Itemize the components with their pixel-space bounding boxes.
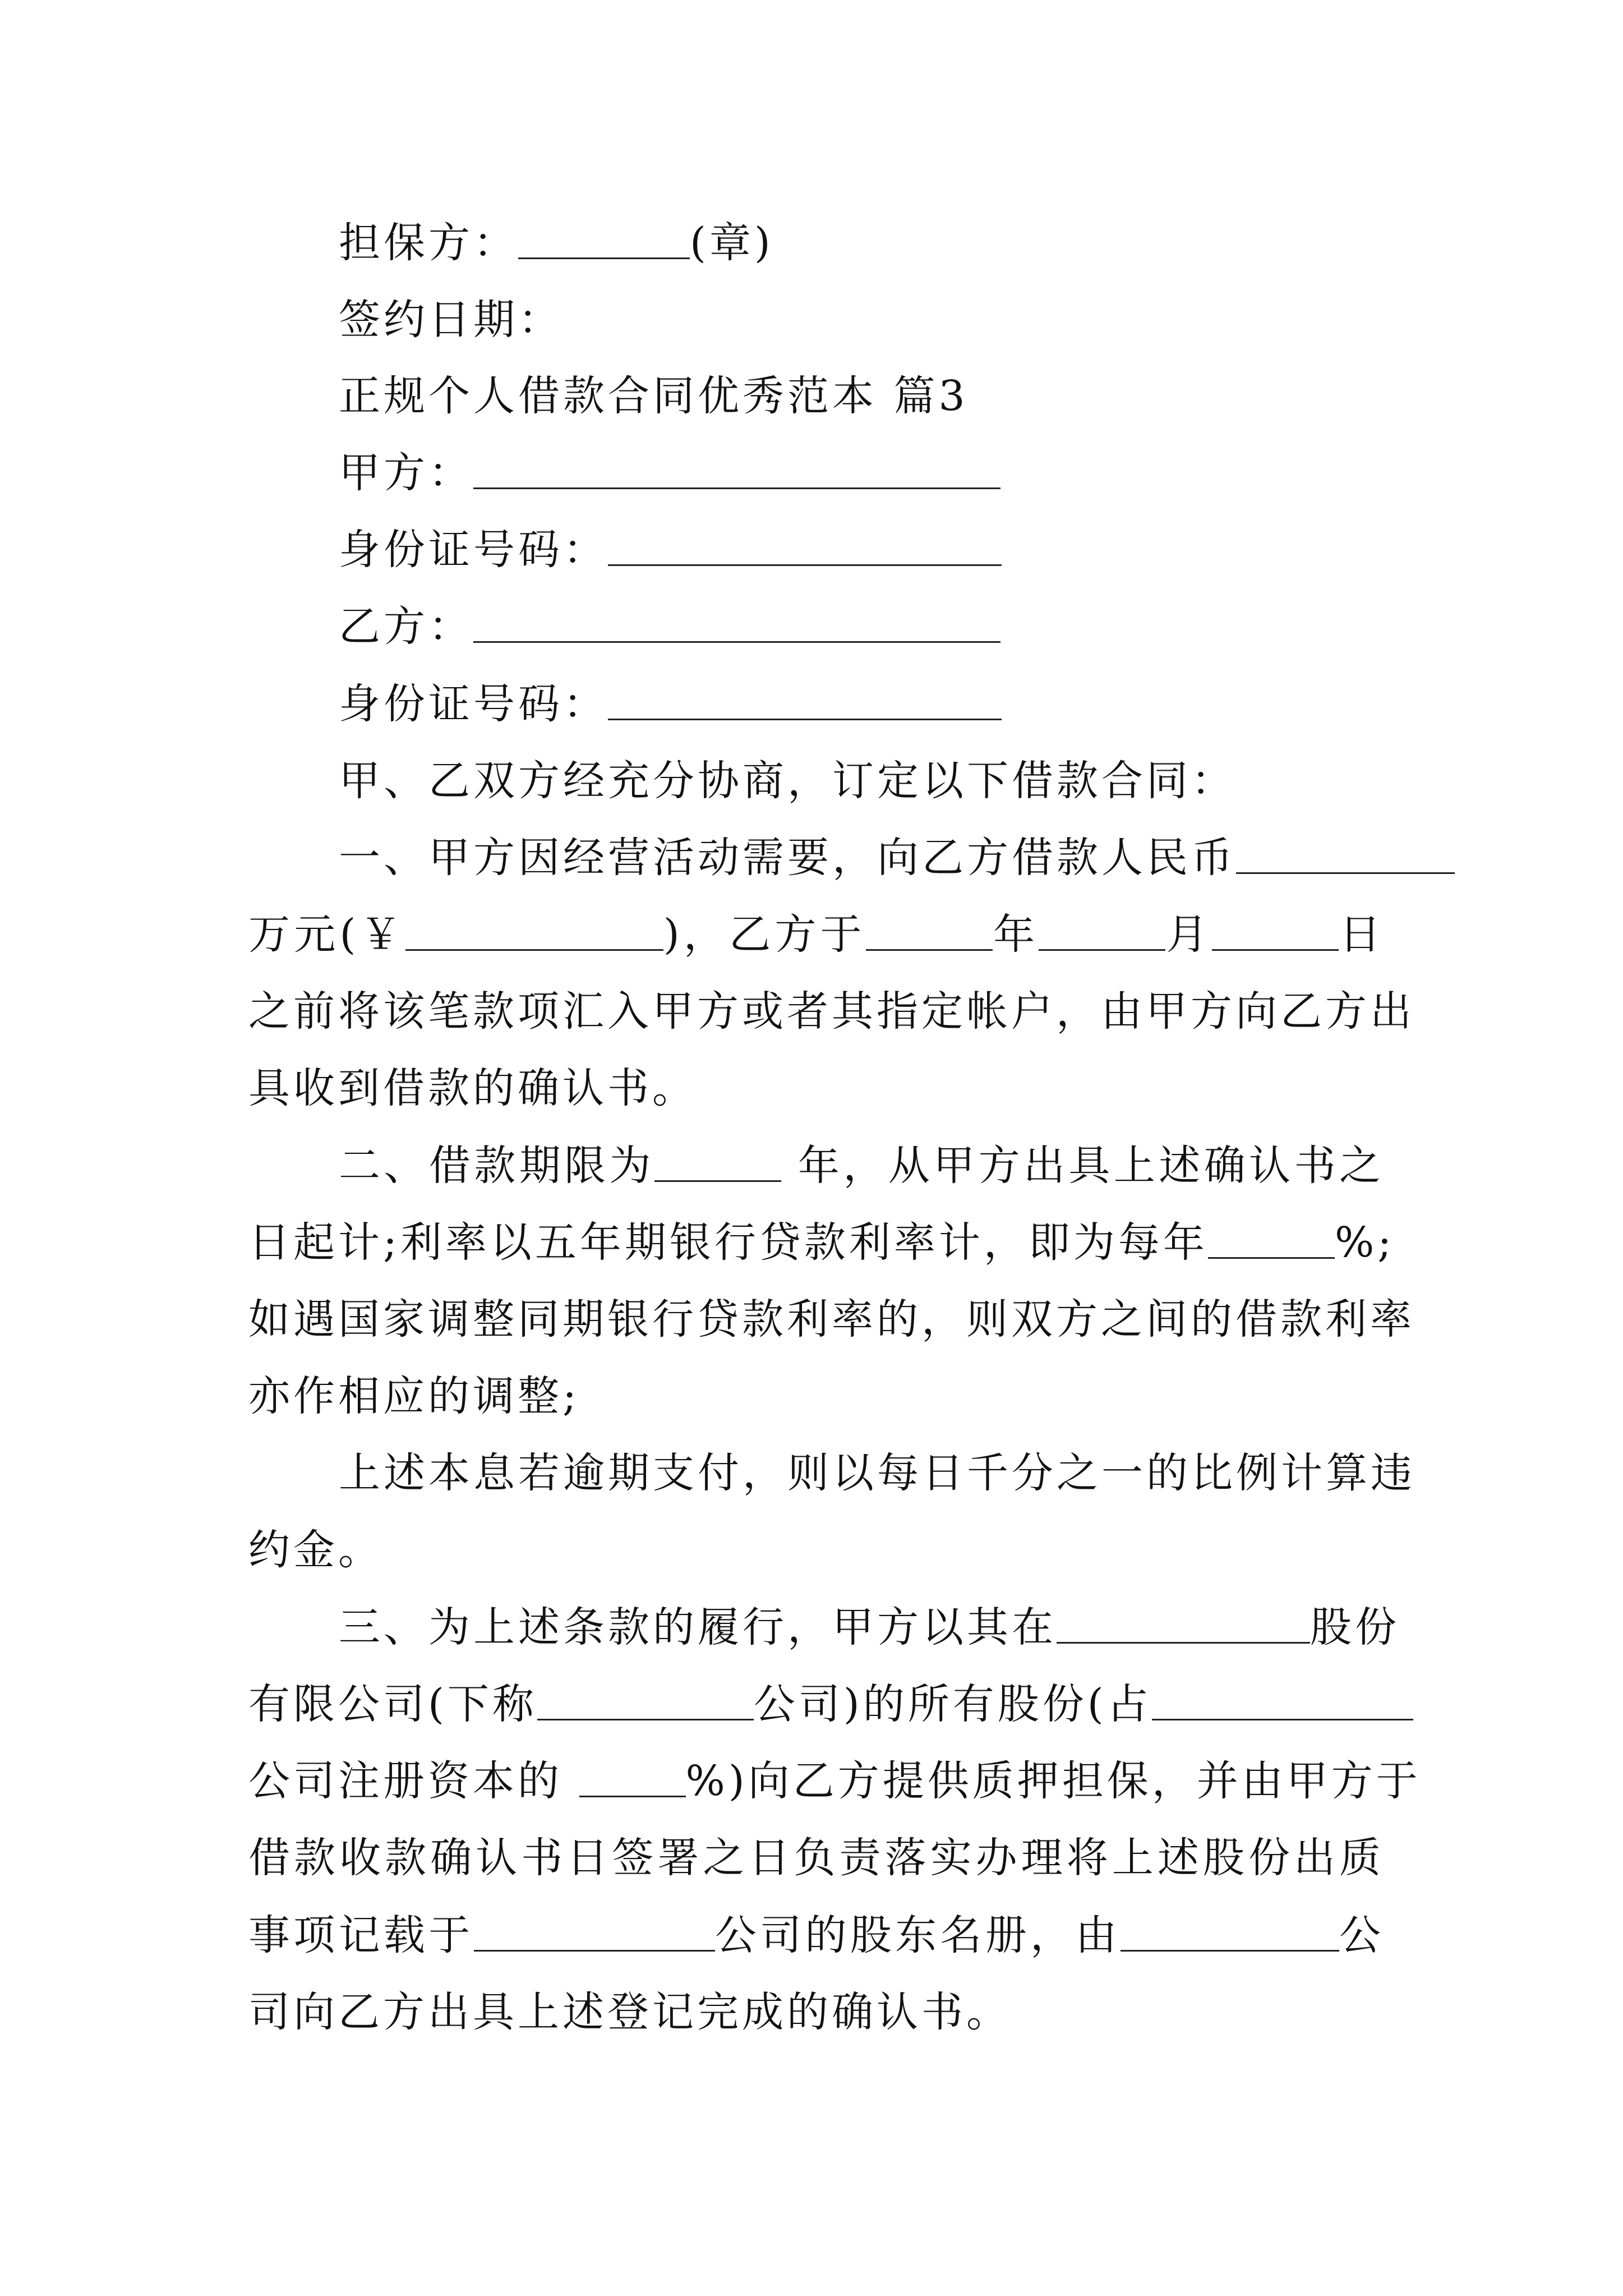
sign-date-line: 签约日期： (339, 296, 563, 344)
clause-1-line-1: 一、甲方因经营活动需要，向乙方借款人民币 (339, 818, 1384, 897)
clause-1-line-4: 具收到借款的确认书。 (248, 1064, 697, 1112)
clause-3-line-2: 有限公司(下称 公司)的所有股份(占 (248, 1665, 1384, 1743)
clause-1-line-2: 万元(￥ )，乙方于 年 月 日 (248, 895, 1384, 974)
party-a-line: 甲方： (339, 434, 1384, 512)
penalty-line-2: 约金。 (248, 1526, 383, 1574)
party-a-blank[interactable] (473, 444, 1000, 489)
clause-3-line-1: 三、为上述条款的履行，甲方以其在 股份 (339, 1588, 1384, 1667)
party-b-id-blank[interactable] (608, 675, 1002, 720)
issuing-company-blank[interactable] (1121, 1906, 1339, 1952)
clause-2-line-4: 亦作相应的调整; (248, 1372, 580, 1420)
party-b-line: 乙方： (339, 587, 1384, 666)
share-percent-blank[interactable] (1152, 1675, 1413, 1720)
clause-3-line-5: 事项记载于 公司的股东名册，由 公 (248, 1896, 1384, 1975)
clause-1-line-3: 之前将该笔款项汇入甲方或者其指定帐户，由甲方向乙方出 (248, 987, 1415, 1036)
day-blank[interactable] (1212, 905, 1339, 951)
capital-percent-blank[interactable] (579, 1752, 686, 1797)
party-b-id-line: 身份证号码： (339, 665, 1384, 743)
guarantor-blank[interactable] (518, 214, 690, 259)
clause-3-line-3: 公司注册资本的 %)向乙方提供质押担保，并由甲方于 (248, 1742, 1384, 1820)
party-a-id-blank[interactable] (608, 521, 1002, 566)
penalty-line-1: 上述本息若逾期支付，则以每日千分之一的比例计算违 (339, 1449, 1415, 1497)
party-a-id-line: 身份证号码： (339, 510, 1384, 589)
section-title: 正规个人借款合同优秀范本 篇3 (339, 372, 969, 420)
interest-rate-blank[interactable] (1208, 1213, 1335, 1259)
company-short-name-blank[interactable] (537, 1675, 754, 1720)
clause-2-line-1: 二、借款期限为 年，从甲方出具上述确认书之 (339, 1126, 1384, 1205)
clause-3-line-6: 司向乙方出具上述登记完成的确认书。 (248, 1988, 1011, 2036)
clause-3-line-4: 借款收款确认书日签署之日负责落实办理将上述股份出质 (248, 1834, 1384, 1882)
year-blank[interactable] (866, 905, 993, 951)
party-b-blank[interactable] (473, 597, 1000, 643)
clause-2-line-3: 如遇国家调整同期银行贷款利率的，则双方之间的借款利率 (248, 1295, 1415, 1343)
loan-amount-blank[interactable] (1236, 829, 1455, 874)
amount-figure-blank[interactable] (405, 905, 663, 951)
loan-term-blank[interactable] (654, 1137, 781, 1182)
intro-line: 甲、乙双方经充分协商，订定以下借款合同： (339, 757, 1236, 805)
guarantor-line: 担保方： (章) (339, 204, 1384, 282)
clause-2-line-2: 日起计;利率以五年期银行贷款利率计，即为每年 %; (248, 1203, 1384, 1282)
company-name-blank[interactable] (1057, 1598, 1310, 1644)
month-blank[interactable] (1039, 905, 1165, 951)
registry-company-blank[interactable] (474, 1906, 715, 1952)
